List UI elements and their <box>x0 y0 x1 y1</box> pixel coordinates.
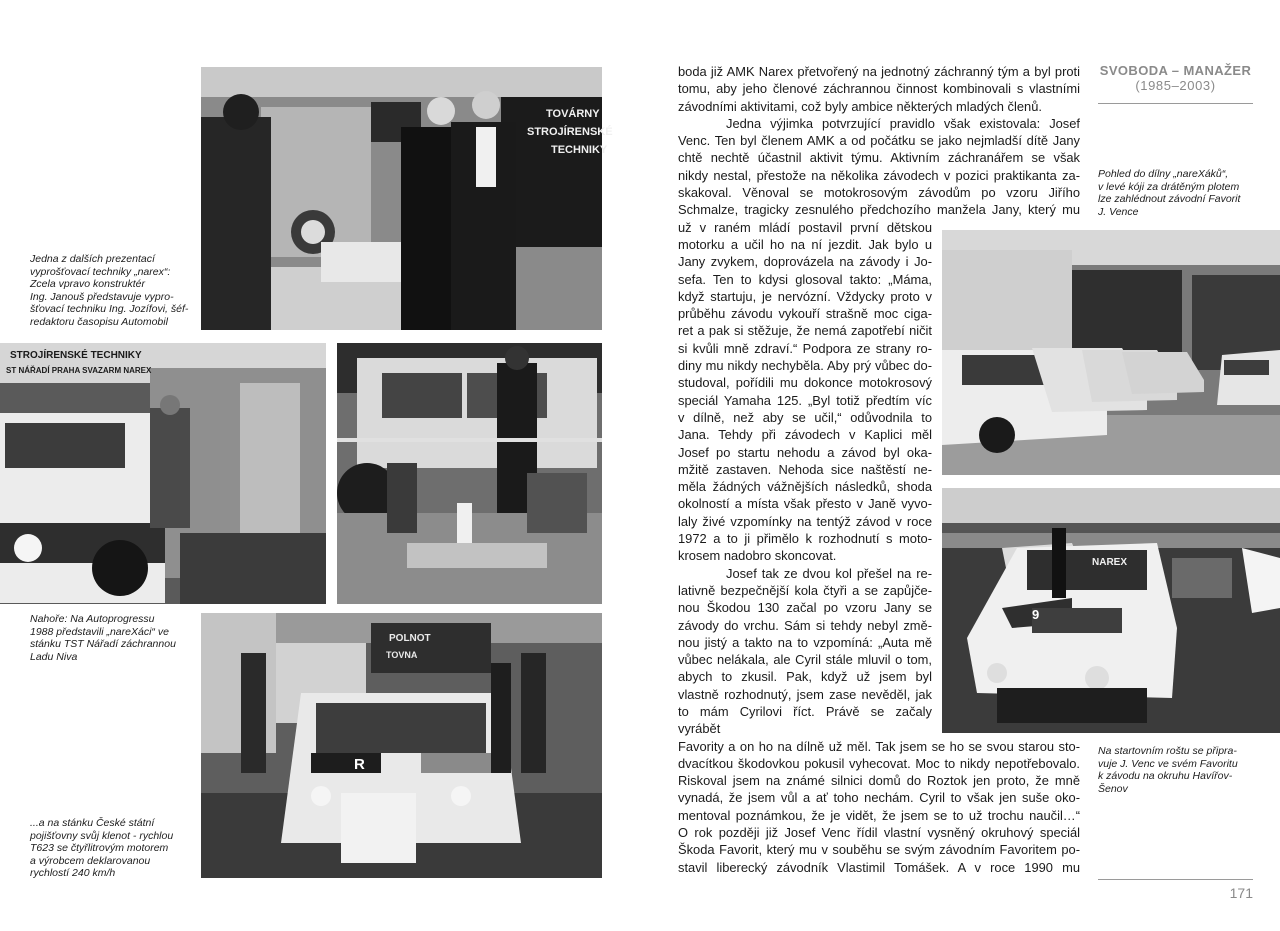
photo-tatra-t623 <box>201 613 602 878</box>
stand-sign-line-1: STROJÍRENSKÉ TECHNIKY <box>10 350 142 361</box>
section-years: (1985–2003) <box>1135 78 1216 93</box>
article-line: Škoda Favorit, který mu v souběhu se svým závodním Favoritem po- <box>678 842 1080 858</box>
caption-line: vuje J. Venc ve svém Favoritu <box>1098 757 1238 770</box>
caption-line: Ladu Niva <box>30 650 78 663</box>
caption-line: stánku TST Nářadí záchrannou <box>30 638 176 651</box>
article-line: okolností a místa však přesto v Janě vyvo- <box>678 496 932 512</box>
caption-line: redaktoru časopisu Automobil <box>30 315 168 328</box>
caption-line: 1988 představili „nareXáci“ ve <box>30 625 169 638</box>
car-windshield-sign: NAREX <box>1092 557 1128 568</box>
article-line: v dílně, než aby se učil,“ odůvodnila to <box>678 409 932 425</box>
photo-narex-workshop-image <box>942 230 1280 475</box>
caption-line: Nahoře: Na Autoprogressu <box>30 613 155 625</box>
article-line: sefa. Ten to kdysi glosoval takto: „Máma, <box>678 271 932 287</box>
article-line: měla žádných vážnějších následků, shoda <box>678 479 932 495</box>
photo-tatra-t623-image <box>201 613 602 878</box>
caption-starting-grid <box>1098 745 1258 795</box>
caption-exhibition-presentation <box>30 253 198 329</box>
article-line: Jany zvykem, doprovázela na závody i Jo- <box>678 254 932 270</box>
article-line: chtě nechtě účastnil aktivit týmu. Aktivním záchranářem se však <box>678 150 1080 166</box>
article-line: stavil liberecký závodník Vlastimil Tomášek. A v roce 1990 mu <box>678 859 1080 875</box>
running-header <box>1098 63 1253 93</box>
caption-line: rychlostí 240 km/h <box>30 867 116 880</box>
article-line: Josef po startu nehodu a závod byl oka- <box>678 444 932 460</box>
caption-line: Šenov <box>1098 782 1128 795</box>
article-line: 1972 a to ji přimělo k rozhodnutí s moto- <box>678 531 932 547</box>
photo-exhibition-presentation <box>201 67 613 330</box>
article-line: to mám Cyrilovi říct. Právě se začaly vyrábět <box>678 703 932 737</box>
article-line: lativně bezpečnější kola čtyři a se zapůjče- <box>678 582 932 598</box>
article-line: tomu, aby jeho členové záchrannou činnost kombinovali s vlastními <box>678 81 1080 97</box>
article-line: průběhu závodu vykouří strašně moc ciga- <box>678 306 932 322</box>
caption-line: v levé kóji za drátěným plotem <box>1098 180 1240 193</box>
caption-line: vyprošťovací techniky „narex“: <box>30 265 171 278</box>
section-title: SVOBODA – MANAŽER <box>1099 63 1252 78</box>
article-line: O rok později již Josef Venc řídil vlastní vysněný okruhový speciál <box>678 825 1080 841</box>
sign-line-1: TOVÁRNY <box>546 108 600 120</box>
footer-rule <box>1098 879 1253 880</box>
article-line: už v raném mládí postavil první dětskou <box>678 219 932 235</box>
caption-lada-niva <box>30 613 198 663</box>
caption-line: Pohled do dílny „nareXáků“, <box>1098 168 1229 180</box>
article-line: závodními aktivitami, což byly ambice některých mladých členů. <box>678 98 1042 114</box>
stand-sign-tovna: TOVNA <box>386 650 418 660</box>
photo-lada-niva-stand-image <box>0 343 326 604</box>
article-line: krosem nadobro skoncovat. <box>678 548 837 564</box>
sign-line-2: STROJÍRENSKÉ <box>527 126 613 138</box>
caption-line: lze zahlédnout závodní Favorit <box>1098 193 1241 206</box>
caption-line: ...a na stánku České státní <box>30 817 155 829</box>
caption-line: T623 se čtyřlitrovým motorem <box>30 842 169 855</box>
article-line: nou jistý a takto na to vzpomíná: „Auta mě <box>678 634 932 650</box>
article-line: vůbec nelákala, ale Cyril stále mluvil o tom, <box>678 652 932 668</box>
caption-line: pojišťovny svůj klenot - rychlou <box>30 829 174 842</box>
photo-favorit-starting-grid-image <box>942 488 1280 733</box>
article-line: studoval, pořídili mu dokonce motokrosový <box>678 375 932 391</box>
photo-exhibition-presentation-image <box>201 67 613 330</box>
stand-sign-polnot: POLNOT <box>389 633 431 644</box>
car-decal-r: R <box>354 756 365 773</box>
article-line: Schmalze, tragicky zesnulého předchozího manžela Jany, který mu <box>678 202 1080 218</box>
article-line: dvacítkou škodovkou pokusil vyhecovat. Moc to nikdy nepotřebovalo. <box>678 755 1080 771</box>
article-line: mentoval poznámkou, že je vidět, že jsem se to už trochu naučil…“ <box>678 807 1080 823</box>
caption-line: Na startovním roštu se připra- <box>1098 745 1237 757</box>
article-line: Riskoval jsem na známé silnici domů do Roztok jen proto, že mně <box>678 773 1080 789</box>
sign-line-3: TECHNIKY <box>551 144 608 156</box>
article-line: Jana. Tehdy při závodech v Kaplici měl <box>678 427 932 443</box>
article-line: diny mu nikdy nechyběla. Aby prý vůbec do- <box>678 358 932 374</box>
photo-lada-niva-stand <box>0 343 326 604</box>
caption-line: Jedna z dalších prezentací <box>30 253 155 265</box>
article-line: skakoval. Věnoval se motokrosovým závodům po vzoru Jiřího <box>678 185 1080 201</box>
article-line: ret a pak si stěžuje, že nemá zapotřebí ničit <box>678 323 932 339</box>
caption-tatra-t623 <box>30 817 198 880</box>
article-line: závody do vrchu. Sám si tehdy nebyl změ- <box>678 617 932 633</box>
photo-narex-workshop <box>942 230 1280 475</box>
photo-favorit-starting-grid <box>942 488 1280 733</box>
caption-line: k závodu na okruhu Havířov- <box>1098 770 1233 783</box>
article-line: Venc. Ten byl členem AMK a od počátku se jako nejmladší dítě Jany <box>678 133 1080 149</box>
photo-niva-rescue-tools-image <box>337 343 602 604</box>
article-line: speciál Yamaha 125. „Byl totiž předtím víc <box>678 392 932 408</box>
stand-sign-line-2: ST NÁŘADÍ PRAHA SVAZARM NAREX <box>6 366 152 375</box>
article-line: vlastně rozhodnutý, jsem zase nevěděl, jak <box>678 686 932 702</box>
article-line: nou Škodou 130 začal po vzoru Jany se <box>678 600 932 616</box>
photo-niva-rescue-tools <box>337 343 602 604</box>
article-line: vynadá, že jsem vůl a ať toho nechám. Cyril to však jen suše oko- <box>678 790 1080 806</box>
caption-line: Zcela vpravo konstruktér <box>30 278 145 291</box>
article-line: laly živé vzpomínky na tentýž závod v roce <box>678 513 932 529</box>
page-number: 171 <box>1229 885 1253 901</box>
caption-line: Ing. Janouš představuje vypro- <box>30 290 174 303</box>
article-line: mžitě zastaven. Nehoda sice naštěstí ne- <box>678 461 932 477</box>
caption-workshop <box>1098 168 1258 218</box>
article-line: Favority a on ho na dílně už měl. Tak jsem se ho se svou starou sto- <box>678 738 1080 754</box>
article-line: nikdy nestal, přestože na několika závodech v pozici praktikanta za- <box>678 167 1080 183</box>
article-line: boda již AMK Narex přetvořený na jednotný záchranný tým a byl proti <box>678 64 1080 79</box>
article-line: Josef tak ze dvou kol přešel na re- <box>726 565 932 581</box>
article-line: motorku a učil ho na ní jezdit. Jak bylo u <box>678 236 932 252</box>
car-start-number: 9 <box>1032 607 1040 622</box>
caption-line: a výrobcem deklarovanou <box>30 854 151 867</box>
article-line: si kvůli mně zdraví.“ Podpora ze strany ro- <box>678 340 932 356</box>
caption-line: J. Vence <box>1098 205 1139 218</box>
article-line: abych to zkusil. Pak, když už jsem byl <box>678 669 932 685</box>
article-line: Jedna výjimka potvrzující pravidlo však existovala: Josef <box>726 115 1080 131</box>
article-line: když startuju, je nervózní. Vždycky proto v <box>678 288 932 304</box>
header-rule <box>1098 103 1253 104</box>
caption-line: šťovací techniku Ing. Jozífovi, šéf- <box>30 303 189 316</box>
